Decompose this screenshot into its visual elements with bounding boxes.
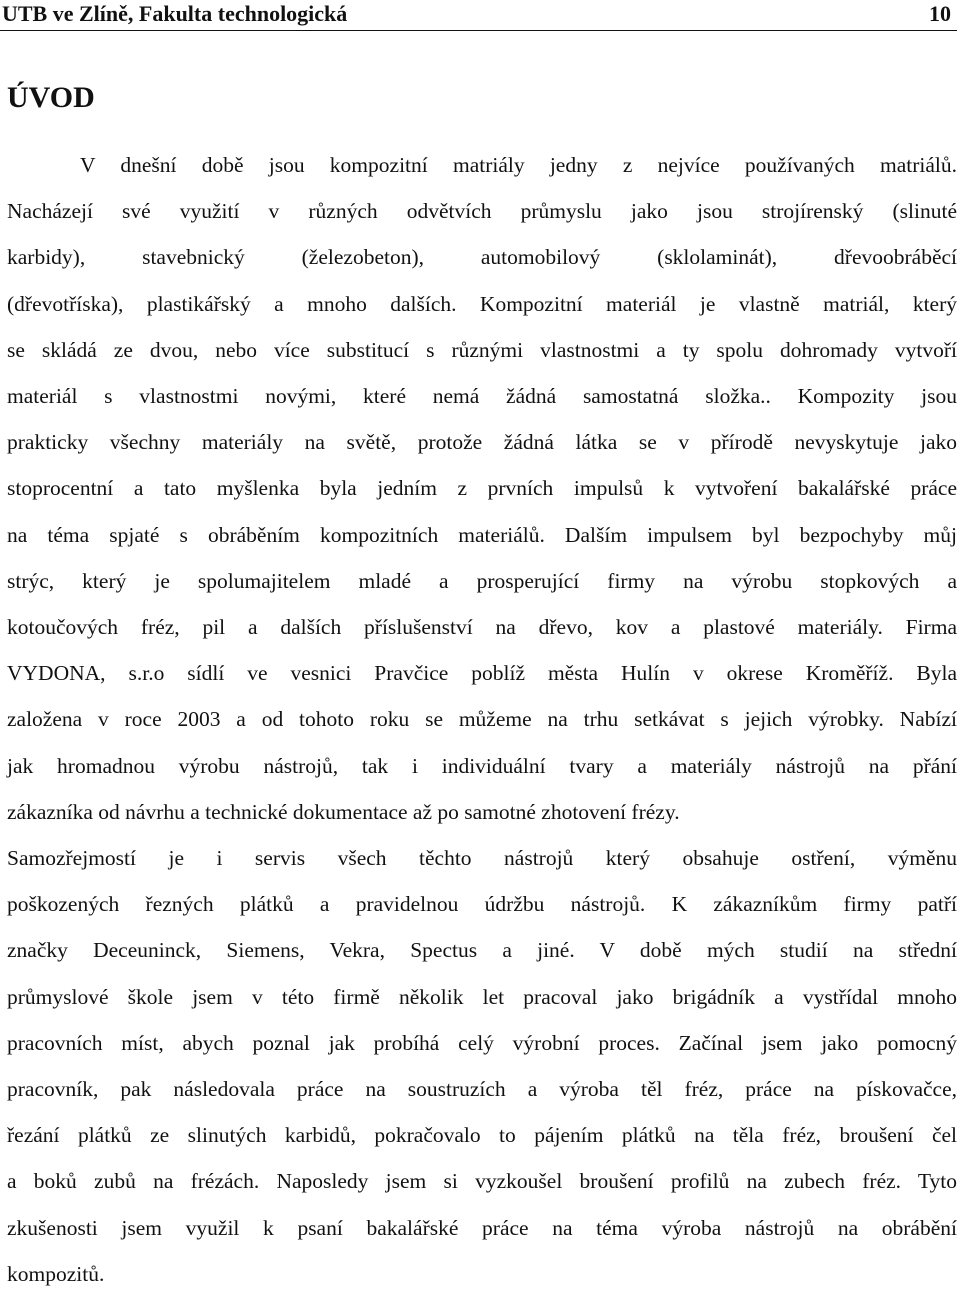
header-title: UTB ve Zlíně, Fakulta technologická xyxy=(2,1,348,26)
paragraph-line: strýc, který je spolumajitelem mladé a prosperující firmy na výrobu stopkových a xyxy=(7,568,957,593)
paragraph-line: V dnešní době jsou kompozitní matriály jedny z nejvíce používaných matriálů. xyxy=(80,153,957,177)
paragraph-line: (dřevotříska), plastikářský a mnoho dalších. Kompozitní materiál je vlastně matriál, který xyxy=(7,291,957,316)
paragraph-line: kompozitů. xyxy=(7,1261,105,1286)
paragraph-line: řezání plátků ze slinutých karbidů, pokračovalo to pájením plátků na těla fréz, broušení čel xyxy=(7,1123,957,1148)
paragraph-line: VYDONA, s.r.o sídlí ve vesnici Pravčice poblíž města Hulín v okrese Kroměříž. Byla xyxy=(7,661,957,686)
paragraph-line: kotoučových fréz, pil a dalších příslušenství na dřevo, kov a plastové materiály. Firma xyxy=(7,615,957,640)
page-number: 10 xyxy=(929,1,951,26)
paragraph-line: pracovních míst, abych poznal jak probíhá celý výrobní proces. Začínal jsem jako pomocný xyxy=(7,1030,957,1055)
paragraph-line: prakticky všechny materiály na světě, protože žádná látka se v přírodě nevyskytuje jako xyxy=(7,430,957,455)
paragraph-line: zkušenosti jsem využil k psaní bakalářské práce na téma výroba nástrojů na obrábění xyxy=(7,1215,957,1240)
paragraph-line: Nacházejí své využití v různých odvětvích průmyslu jako jsou strojírenský (slinuté xyxy=(7,199,957,224)
paragraph-line: průmyslové škole jsem v této firmě několik let pracoval jako brigádník a vystřídal mnoho xyxy=(7,984,957,1009)
paragraph-line: pracovník, pak následovala práce na soustruzích a výroba těl fréz, práce na pískovačce, xyxy=(7,1077,957,1102)
paragraph-line: materiál s vlastnostmi novými, které nemá žádná samostatná složka.. Kompozity jsou xyxy=(7,384,957,409)
paragraph-line: se skládá ze dvou, nebo více substitucí s různými vlastnostmi a ty spolu dohromady vytvoří xyxy=(7,337,957,362)
paragraph-line: poškozených řezných plátků a pravidelnou údržbu nástrojů. K zákazníkům firmy patří xyxy=(7,892,957,917)
body-paragraph xyxy=(7,142,957,1297)
paragraph-line: zákazníka od návrhu a technické dokumentace až po samotné zhotovení frézy. xyxy=(7,799,680,824)
paragraph-line: značky Deceuninck, Siemens, Vekra, Spectus a jiné. V době mých studií na střední xyxy=(7,938,957,963)
paragraph-line: stoprocentní a tato myšlenka byla jedním z prvních impulsů k vytvoření bakalářské práce xyxy=(7,476,957,501)
paragraph-line: založena v roce 2003 a od tohoto roku se můžeme na trhu setkávat s jejich výrobky. Nabízí xyxy=(7,707,957,732)
paragraph-line: a boků zubů na frézách. Naposledy jsem si vyzkoušel broušení profilů na zubech fréz. Tyto xyxy=(7,1169,957,1194)
paragraph-line: karbidy), stavebnický (železobeton), automobilový (sklolaminát), dřevoobráběcí xyxy=(7,245,957,270)
paragraph-line: Samozřejmostí je i servis všech těchto nástrojů který obsahuje ostření, výměnu xyxy=(7,846,957,871)
section-heading: ÚVOD xyxy=(7,81,95,114)
paragraph-line: jak hromadnou výrobu nástrojů, tak i individuální tvary a materiály nástrojů na přání xyxy=(7,753,957,778)
paragraph-line: na téma spjaté s obráběním kompozitních materiálů. Dalším impulsem byl bezpochyby můj xyxy=(7,522,957,547)
running-header xyxy=(0,0,957,31)
